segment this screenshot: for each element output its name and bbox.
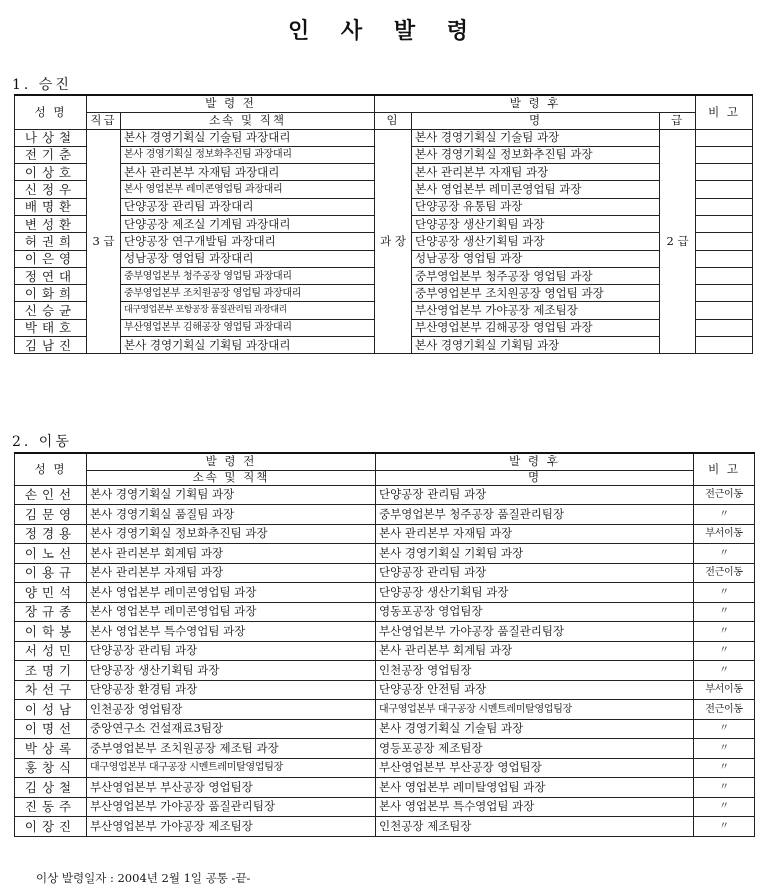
table-row — [15, 778, 755, 798]
promotion-table — [14, 94, 753, 354]
remark — [696, 302, 753, 319]
after-position: 본사 관리본부 자재팀 과장 — [412, 164, 660, 181]
header-grade: 직급 — [87, 112, 121, 129]
after-position: 중부영업본부 청주공장 품질관리팀장 — [376, 505, 694, 525]
remark — [696, 198, 753, 215]
after-position: 본사 경영기획실 기획팀 과장 — [376, 544, 694, 564]
before-position: 본사 관리본부 자재팀 과장 — [87, 563, 376, 583]
before-position: 단양공장 관리팀 과장대리 — [121, 198, 375, 215]
table-row — [15, 583, 755, 603]
header-affiliation: 소속 및 직책 — [121, 112, 375, 129]
table-row — [15, 680, 755, 700]
after-position: 본사 영업본부 레미탈영업팀 과장 — [376, 778, 694, 798]
person-name: 허권희 — [15, 233, 87, 250]
header-appointment: 임 — [375, 112, 412, 129]
remark — [696, 181, 753, 198]
footer-note: 이상 발령일자 : 2004년 2월 1일 공통 -끝- — [36, 871, 251, 885]
person-name: 이상호 — [15, 164, 87, 181]
header-position: 명 — [412, 112, 660, 129]
person-name: 이화희 — [15, 285, 87, 302]
after-position: 부산영업본부 가야공장 품질관리팀장 — [376, 622, 694, 642]
remark — [696, 337, 753, 354]
person-name: 정경용 — [15, 524, 87, 544]
header2-after: 발 령 후 — [376, 453, 694, 470]
before-position: 부산영업본부 부산공장 영업팀장 — [87, 778, 376, 798]
after-position: 본사 경영기획실 기술팀 과장 — [412, 129, 660, 146]
header2-before: 발 령 전 — [87, 453, 376, 470]
header-name: 성 명 — [15, 95, 87, 129]
before-position: 중부영업본부 조치원공장 제조팀 과장 — [87, 739, 376, 759]
person-name: 조명기 — [15, 661, 87, 681]
before-position: 단양공장 관리팀 과장 — [87, 641, 376, 661]
remark — [696, 215, 753, 232]
after-position: 단양공장 생산기획팀 과장 — [412, 215, 660, 232]
table-row — [15, 563, 755, 583]
remark: 〃 — [694, 583, 755, 603]
remark: 〃 — [694, 544, 755, 564]
header-before: 발 령 전 — [87, 95, 375, 112]
person-name: 홍창식 — [15, 758, 87, 778]
person-name: 정연대 — [15, 267, 87, 284]
person-name: 이노선 — [15, 544, 87, 564]
after-position: 본사 영업본부 레미콘영업팀 과장 — [412, 181, 660, 198]
table-row — [15, 602, 755, 622]
person-name: 박상록 — [15, 739, 87, 759]
before-position: 성남공장 영업팀 과장대리 — [121, 250, 375, 267]
remark — [696, 164, 753, 181]
after-position: 본사 경영기획실 기술팀 과장 — [376, 719, 694, 739]
after-position: 중부영업본부 청주공장 영업팀 과장 — [412, 267, 660, 284]
person-name: 변성환 — [15, 215, 87, 232]
table-row — [15, 129, 753, 146]
table-row — [15, 524, 755, 544]
after-position: 대구영업본부 대구공장 시멘트레미탈영업팀장 — [376, 700, 694, 720]
remark — [696, 146, 753, 163]
person-name: 양민석 — [15, 583, 87, 603]
table-row — [15, 661, 755, 681]
after-position: 단양공장 유통팀 과장 — [412, 198, 660, 215]
header2-before-sub: 소속 및 직책 — [87, 470, 376, 485]
person-name: 장규종 — [15, 602, 87, 622]
remark: 〃 — [694, 817, 755, 837]
remark — [696, 267, 753, 284]
before-position: 부산영업본부 가야공장 품질관리팀장 — [87, 797, 376, 817]
remark: 전근이동 — [694, 563, 755, 583]
remark: 전근이동 — [694, 700, 755, 720]
table-row — [15, 700, 755, 720]
table-row — [15, 739, 755, 759]
after-position: 영등포공장 제조팀장 — [376, 739, 694, 759]
table-row — [15, 641, 755, 661]
before-position: 부산영업본부 가야공장 제조팀장 — [87, 817, 376, 837]
after-position: 부산영업본부 김해공장 영업팀 과장 — [412, 319, 660, 336]
table-row — [15, 505, 755, 525]
section-transfer-label: 2. 이동 — [12, 434, 72, 450]
remark — [696, 285, 753, 302]
remark: 부서이동 — [694, 680, 755, 700]
after-position: 단양공장 안전팀 과장 — [376, 680, 694, 700]
table-row — [15, 485, 755, 505]
table-row — [15, 544, 755, 564]
appointment-type: 과 장 — [375, 129, 412, 354]
remark — [696, 233, 753, 250]
remark: 〃 — [694, 602, 755, 622]
before-position: 대구영업본부 대구공장 시멘트레미탈영업팀장 — [87, 758, 376, 778]
person-name: 이은영 — [15, 250, 87, 267]
before-position: 본사 경영기획실 기획팀 과장대리 — [121, 337, 375, 354]
section-promotion-label: 1. 승진 — [12, 77, 72, 93]
person-name: 박태호 — [15, 319, 87, 336]
remark: 전근이동 — [694, 485, 755, 505]
page-title: 인 사 발 령 — [288, 18, 480, 44]
before-position: 본사 관리본부 자재팀 과장대리 — [121, 164, 375, 181]
after-position: 영동포공장 영업팀장 — [376, 602, 694, 622]
remark: 〃 — [694, 778, 755, 798]
remark: 〃 — [694, 661, 755, 681]
before-position: 본사 관리본부 회계팀 과장 — [87, 544, 376, 564]
before-position: 본사 경영기획실 정보화추진팀 과장 — [87, 524, 376, 544]
header2-after-sub: 명 — [376, 470, 694, 485]
header-grade-after: 급 — [660, 112, 696, 129]
before-position: 단양공장 제조실 기계팀 과장대리 — [121, 215, 375, 232]
remark — [696, 129, 753, 146]
after-position: 본사 경영기획실 기획팀 과장 — [412, 337, 660, 354]
before-position: 본사 경영기획실 정보화추진팀 과장대리 — [121, 146, 375, 163]
header2-name: 성 명 — [15, 453, 87, 485]
person-name: 이성남 — [15, 700, 87, 720]
after-position: 본사 경영기획실 정보화추진팀 과장 — [412, 146, 660, 163]
before-position: 본사 영업본부 특수영업팀 과장 — [87, 622, 376, 642]
before-position: 인천공장 영업팀장 — [87, 700, 376, 720]
person-name: 이장진 — [15, 817, 87, 837]
person-name: 전기춘 — [15, 146, 87, 163]
before-position: 본사 영업본부 레미콘영업팀 과장 — [87, 602, 376, 622]
before-position: 중부영업본부 조치원공장 영업팀 과장대리 — [121, 285, 375, 302]
after-position: 성남공장 영업팀 과장 — [412, 250, 660, 267]
person-name: 나상철 — [15, 129, 87, 146]
person-name: 이학봉 — [15, 622, 87, 642]
after-position: 인천공장 영업팀장 — [376, 661, 694, 681]
before-position: 단양공장 환경팀 과장 — [87, 680, 376, 700]
person-name: 서성민 — [15, 641, 87, 661]
table-row — [15, 719, 755, 739]
after-position: 중부영업본부 조치원공장 영업팀 과장 — [412, 285, 660, 302]
remark — [696, 319, 753, 336]
header-after: 발 령 후 — [375, 95, 696, 112]
remark: 〃 — [694, 719, 755, 739]
person-name: 이명선 — [15, 719, 87, 739]
remark: 〃 — [694, 622, 755, 642]
before-position: 단양공장 생산기획팀 과장 — [87, 661, 376, 681]
remark: 〃 — [694, 739, 755, 759]
remark: 〃 — [694, 505, 755, 525]
after-position: 부산영업본부 가야공장 제조팀장 — [412, 302, 660, 319]
before-position: 중앙연구소 건설재료3팀장 — [87, 719, 376, 739]
person-name: 진동주 — [15, 797, 87, 817]
grade-new: 2 급 — [660, 129, 696, 354]
before-position: 본사 영업본부 레미콘영업팀 과장대리 — [121, 181, 375, 198]
before-position: 본사 영업본부 레미콘영업팀 과장 — [87, 583, 376, 603]
remark: 〃 — [694, 797, 755, 817]
person-name: 차선구 — [15, 680, 87, 700]
remark: 부서이동 — [694, 524, 755, 544]
person-name: 신승균 — [15, 302, 87, 319]
before-position: 부산영업본부 김해공장 영업팀 과장대리 — [121, 319, 375, 336]
before-position: 본사 경영기획실 기획팀 과장 — [87, 485, 376, 505]
person-name: 배명환 — [15, 198, 87, 215]
person-name: 김문영 — [15, 505, 87, 525]
person-name: 이용규 — [15, 563, 87, 583]
before-position: 본사 경영기획실 품질팀 과장 — [87, 505, 376, 525]
remark: 〃 — [694, 641, 755, 661]
table-row — [15, 797, 755, 817]
after-position: 단양공장 관리팀 과장 — [376, 563, 694, 583]
grade-before: 3 급 — [87, 129, 121, 354]
table-row — [15, 622, 755, 642]
after-position: 본사 관리본부 회계팀 과장 — [376, 641, 694, 661]
after-position: 본사 영업본부 특수영업팀 과장 — [376, 797, 694, 817]
table-row — [15, 758, 755, 778]
after-position: 본사 관리본부 자재팀 과장 — [376, 524, 694, 544]
transfer-table — [14, 452, 755, 837]
table-row — [15, 817, 755, 837]
before-position: 단양공장 연구개발팀 과장대리 — [121, 233, 375, 250]
after-position: 인천공장 제조팀장 — [376, 817, 694, 837]
before-position: 본사 경영기획실 기술팀 과장대리 — [121, 129, 375, 146]
person-name: 손인선 — [15, 485, 87, 505]
person-name: 김상철 — [15, 778, 87, 798]
person-name: 신정우 — [15, 181, 87, 198]
remark — [696, 250, 753, 267]
person-name: 김남진 — [15, 337, 87, 354]
before-position: 대구영업본부 포항공장 품질관리팀 과장대리 — [121, 302, 375, 319]
after-position: 단양공장 관리팀 과장 — [376, 485, 694, 505]
after-position: 단양공장 생산기획팀 과장 — [376, 583, 694, 603]
header2-remark: 비 고 — [694, 453, 755, 485]
after-position: 단양공장 생산기획팀 과장 — [412, 233, 660, 250]
remark: 〃 — [694, 758, 755, 778]
after-position: 부산영업본부 부산공장 영업팀장 — [376, 758, 694, 778]
header-remark: 비 고 — [696, 95, 753, 129]
before-position: 중부영업본부 청주공장 영업팀 과장대리 — [121, 267, 375, 284]
